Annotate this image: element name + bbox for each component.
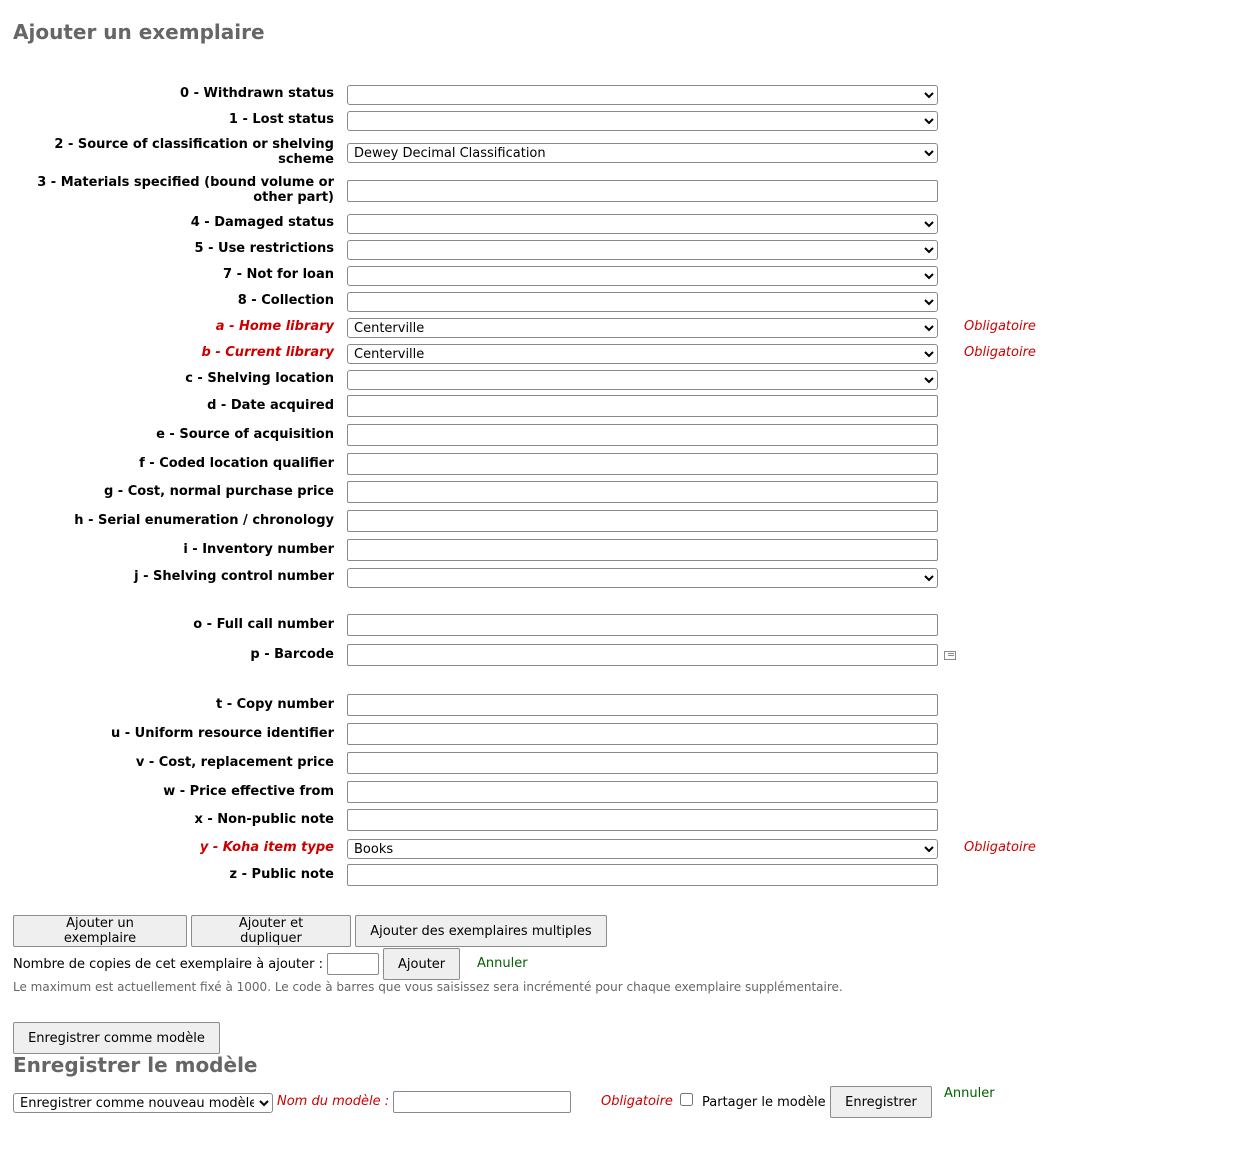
field-label: a - Home library	[215, 319, 334, 334]
public-note-input[interactable]	[347, 864, 938, 886]
share-template-label: Partager le modèle	[702, 1095, 826, 1110]
add-copies-button[interactable]: Ajouter	[383, 948, 460, 980]
add-item-button[interactable]: Ajouter un exemplaire	[13, 915, 187, 947]
field-label: 8 - Collection	[237, 293, 334, 308]
field-label: v - Cost, replacement price	[135, 755, 334, 770]
page-title: Ajouter un exemplaire	[13, 20, 265, 44]
current-library-select[interactable]	[347, 344, 938, 364]
field-label: 5 - Use restrictions	[194, 241, 334, 256]
shelving-location-select[interactable]	[347, 370, 938, 390]
damaged-status-select[interactable]	[347, 214, 938, 234]
add-multiple-button[interactable]: Ajouter des exemplaires multiples	[355, 915, 607, 947]
use-restrictions-select[interactable]	[347, 240, 938, 260]
field-label: e - Source of acquisition	[156, 427, 334, 442]
field-label: z - Public note	[229, 867, 334, 882]
field-label: t - Copy number	[215, 697, 334, 712]
serial-enumeration-input[interactable]	[347, 510, 938, 532]
field-label: 4 - Damaged status	[190, 215, 334, 230]
field-label: i - Inventory number	[183, 542, 334, 557]
field-label: h - Serial enumeration / chronology	[74, 513, 334, 528]
field-label: g - Cost, normal purchase price	[103, 484, 334, 499]
required-note: Obligatoire	[964, 319, 1036, 334]
item-type-select[interactable]	[347, 839, 938, 859]
materials-specified-input[interactable]	[347, 180, 938, 202]
lost-status-select[interactable]	[347, 111, 938, 131]
field-label: 0 - Withdrawn status	[180, 86, 334, 101]
purchase-price-input[interactable]	[347, 481, 938, 503]
home-library-select[interactable]	[347, 318, 938, 338]
required-note: Obligatoire	[964, 840, 1036, 855]
field-label: o - Full call number	[193, 617, 334, 632]
coded-location-qualifier-input[interactable]	[347, 453, 938, 475]
replacement-price-input[interactable]	[347, 752, 938, 774]
copies-hint-text: Le maximum est actuellement fixé à 1000. Le code à barres que vous saisissez sera incrémenté pour chaque exemplaire supplémentaire.	[13, 980, 843, 994]
classification-source-select[interactable]	[347, 143, 938, 163]
price-effective-from-input[interactable]	[347, 781, 938, 803]
template-name-label: Nom du modèle :	[277, 1094, 390, 1109]
not-for-loan-select[interactable]	[347, 266, 938, 286]
inventory-number-input[interactable]	[347, 539, 938, 561]
barcode-input[interactable]	[347, 644, 938, 666]
field-label: b - Current library	[201, 345, 334, 360]
field-label: 1 - Lost status	[228, 112, 334, 127]
field-label: f - Coded location qualifier	[139, 456, 334, 471]
save-template-button[interactable]: Enregistrer	[830, 1086, 932, 1118]
field-label: 2 - Source of classification or shelving scheme	[54, 137, 334, 167]
cancel-multiple-link[interactable]: Annuler	[477, 956, 528, 971]
template-name-input[interactable]	[393, 1091, 571, 1113]
save-as-template-button[interactable]: Enregistrer comme modèle	[13, 1022, 220, 1054]
cancel-template-link[interactable]: Annuler	[944, 1086, 995, 1101]
field-label: x - Non-public note	[194, 812, 334, 827]
template-mode-select[interactable]	[13, 1093, 273, 1113]
source-of-acquisition-input[interactable]	[347, 424, 938, 446]
withdrawn-status-select[interactable]	[347, 85, 938, 105]
uri-input[interactable]	[347, 723, 938, 745]
collection-select[interactable]	[347, 292, 938, 312]
field-label: u - Uniform resource identifier	[110, 726, 334, 741]
field-label: 7 - Not for loan	[223, 267, 334, 282]
date-acquired-input[interactable]	[347, 395, 938, 417]
required-note: Obligatoire	[964, 345, 1036, 360]
shelving-control-number-select[interactable]	[347, 568, 938, 588]
share-template-checkbox[interactable]	[680, 1093, 693, 1106]
copies-count-label: Nombre de copies de cet exemplaire à ajouter :	[13, 957, 323, 972]
field-label: 3 - Materials specified (bound volume or other part)	[37, 175, 334, 205]
copies-count-input[interactable]	[327, 953, 379, 975]
field-label: j - Shelving control number	[134, 569, 334, 584]
field-label: c - Shelving location	[185, 371, 334, 386]
add-and-duplicate-button[interactable]: Ajouter et dupliquer	[191, 915, 351, 947]
template-section-title: Enregistrer le modèle	[13, 1053, 258, 1077]
field-label: p - Barcode	[250, 647, 334, 662]
field-label: y - Koha item type	[199, 840, 334, 855]
full-call-number-input[interactable]	[347, 614, 938, 636]
nonpublic-note-input[interactable]	[347, 809, 938, 831]
template-required-note: Obligatoire	[601, 1094, 673, 1109]
field-label: d - Date acquired	[207, 398, 334, 413]
copy-number-input[interactable]	[347, 694, 938, 716]
field-label: w - Price effective from	[163, 784, 334, 799]
barcode-generator-icon[interactable]	[944, 651, 956, 660]
